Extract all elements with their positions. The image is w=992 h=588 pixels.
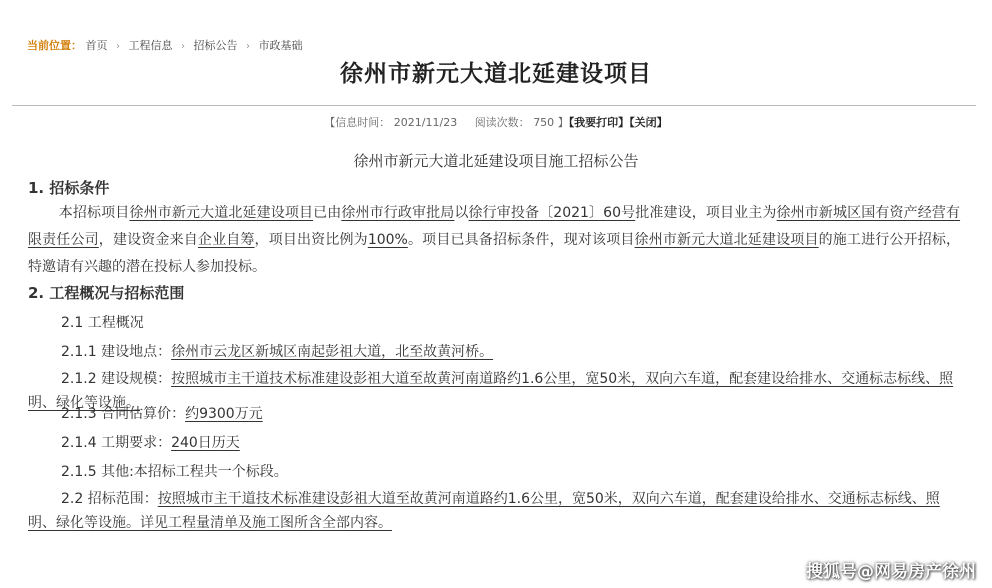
- breadcrumb: [27, 38, 303, 55]
- tender-conditions-paragraph: [28, 200, 960, 281]
- text-run: 本招标项目: [58, 205, 130, 221]
- fund-source-underlined: 企业自筹: [197, 232, 255, 248]
- scope-value: 按照城市主干道技术标准建设彭祖大道至故黄河南道路约1.6公里，宽50米，双向六车道，配套建设给排水、交通标志标线、照明、绿化等设施。详见工程量清单及施工图所含全部内容。: [28, 491, 940, 531]
- chevron-right-icon: ›: [116, 41, 120, 52]
- title-divider: [12, 105, 976, 106]
- breadcrumb-municipal-link[interactable]: 市政基础: [258, 39, 303, 52]
- scale-row: [28, 367, 960, 411]
- text-run: 的施工进行公开招标，特邀请有兴趣的潜在投标人参加投标。: [28, 232, 961, 275]
- read-count-label: 阅读次数：: [474, 116, 530, 129]
- project-name-underlined: 徐州市新元大道北延建设项目: [634, 232, 819, 248]
- article-content: [28, 176, 961, 531]
- text-run: ，建设资金来自: [98, 232, 198, 248]
- section-heading-overview-scope: 2. 工程概况与招标范围: [28, 284, 185, 302]
- text-run: 以: [454, 205, 469, 221]
- location-value: 徐州市云龙区新城区南起彭祖大道，北至故黄河桥。: [171, 344, 494, 360]
- meta-bracket-close: 】: [557, 116, 569, 129]
- info-time-label: 【信息时间：: [324, 116, 391, 129]
- close-button[interactable]: 【关闭】: [629, 116, 668, 129]
- read-count-value: 750: [533, 116, 555, 129]
- breadcrumb-tender-notice-link[interactable]: 招标公告: [193, 39, 238, 52]
- scope-label: 2.2 招标范围：: [61, 491, 158, 507]
- source-watermark: 搜狐号@网易房产徐州: [806, 562, 976, 582]
- scale-label: 2.1.2 建设规模：: [61, 371, 172, 387]
- text-run: 已由: [313, 205, 342, 221]
- overview-label: 2.1 工程概况: [61, 315, 144, 331]
- project-name-underlined: 徐州市新元大道北延建设项目: [129, 205, 314, 221]
- scope-row: [28, 487, 960, 531]
- chevron-right-icon: ›: [246, 41, 250, 52]
- location-row: [28, 338, 960, 367]
- price-row: [28, 400, 960, 429]
- period-value: 240日历天: [171, 435, 240, 451]
- breadcrumb-label: 当前位置：: [27, 39, 82, 52]
- text-run: ，项目出资比例为: [254, 232, 368, 248]
- price-value: 约9300万元: [185, 406, 263, 422]
- price-label: 2.1.3 合同估算价：: [61, 406, 186, 422]
- project-owner-underlined: 徐州市新城区国有资产经营有限责任公司: [28, 205, 961, 248]
- chevron-right-icon: ›: [181, 41, 185, 52]
- breadcrumb-engineering-info-link[interactable]: 工程信息: [128, 39, 173, 52]
- article-meta: [0, 114, 992, 130]
- text-run: 。项目已具备招标条件，现对该项目: [407, 232, 635, 248]
- section-heading-tender-conditions: 1. 招标条件: [28, 179, 110, 197]
- text-run: 批准建设，项目业主为: [635, 205, 777, 221]
- page-title: 徐州市新元大道北延建设项目: [340, 60, 652, 87]
- approval-authority-underlined: 徐州市行政审批局: [341, 205, 455, 221]
- period-label: 2.1.4 工期要求：: [61, 435, 172, 451]
- location-label: 2.1.1 建设地点：: [61, 344, 172, 360]
- period-row: [28, 429, 960, 458]
- breadcrumb-home-link[interactable]: 首页: [85, 39, 108, 52]
- print-button[interactable]: 【我要打印】: [568, 116, 630, 129]
- other-value: 本招标工程共一个标段。: [133, 464, 288, 480]
- info-time-value: 2021/11/23: [393, 116, 458, 129]
- scale-value: 按照城市主干道技术标准建设彭祖大道至故黄河南道路约1.6公里，宽50米，双向六车道，配套建设给排水、交通标志标线、照明、绿化等设施。: [28, 371, 954, 411]
- notice-subtitle: 徐州市新元大道北延建设项目施工招标公告: [353, 152, 639, 170]
- other-row: [28, 458, 960, 487]
- approval-number-underlined: 徐行审投备〔2021〕60号: [468, 205, 636, 221]
- other-label: 2.1.5 其他:: [61, 464, 134, 480]
- fund-ratio-underlined: 100%: [367, 232, 408, 248]
